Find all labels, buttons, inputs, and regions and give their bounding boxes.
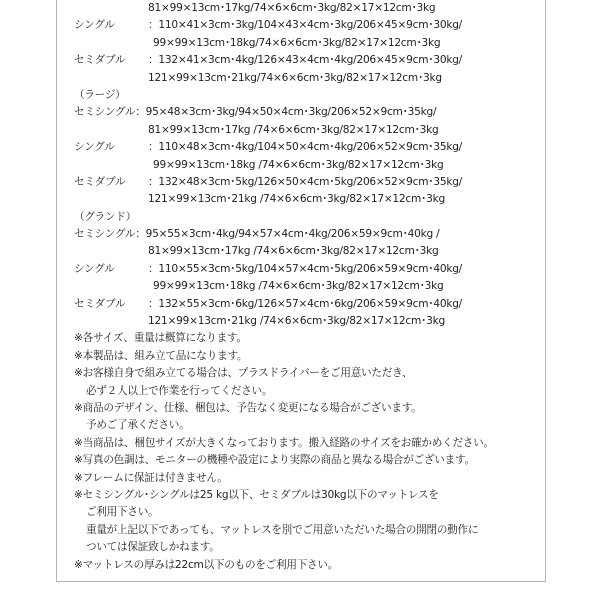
spec-row-semisingle [74,226,544,243]
size-label: セミダブル [74,297,126,310]
note-line: ※各サイズ、重量は概算になります。 [74,332,247,345]
spec-line: 81×99×13cm･17kg/74×6×6cm･3kg/82×17×12cm･3kg [148,2,436,14]
spec-line: 121×99×13cm･21kg /74×6×6cm･3kg/82×17×12cm･3kg [148,315,445,328]
size-label: シングル [74,262,115,275]
size-value: ：95×55×3cm･4kg/94×57×4cm･4kg/206×59×9cm･40kg / [135,228,440,241]
note-line: 予めご了承ください。 [86,419,190,432]
size-value: ：132×41×3cm･4kg/126×43×4cm･4kg/206×45×9cm･30kg/ [148,54,462,67]
spec-row-single [74,261,544,278]
spec-row-semisingle [74,104,544,121]
note-line: ご利用下さい。 [86,506,159,519]
spec-line: 81×99×13cm･17kg /74×6×6cm･3kg/82×17×12cm･3kg [148,123,439,136]
spec-line: 99×99×13cm･18kg /74×6×6cm･3kg/82×17×12cm･3kg [153,280,444,293]
spec-line: 99×99×13cm･18kg /74×6×6cm･3kg/82×17×12cm･3kg [153,158,444,171]
note-line: ついては保証致しかねます。 [86,541,220,554]
spec-row-semidouble [74,52,544,69]
spec-row-semidouble [74,296,544,313]
size-value: ：110×55×3cm･5kg/104×57×4cm･5kg/206×59×9cm･40kg/ [148,262,462,275]
note-line: ※セミシングル･シングルは25 kg以下、セミダブルは30kg以下のマットレスを [74,488,439,501]
section-heading-large: （ラージ） [74,88,126,101]
size-label: セミシングル [74,228,136,241]
note-line: ※当商品は、梱包サイズが大きくなっております。搬入経路のサイズをお確かめください。 [74,436,494,449]
note-line: ※商品のデザイン、仕様、梱包は、予告なく変更になる場合がございます。 [74,401,422,414]
spec-row-semidouble [74,174,544,191]
spec-line: 121×99×13cm･21kg/74×6×6cm･3kg/82×17×12cm･3kg [148,71,442,84]
note-line: ※マットレスの厚みは22cm以下のものをご利用下さい。 [74,558,339,571]
size-value: ：110×48×3cm･4kg/104×50×4cm･4kg/206×52×9cm･35kg/ [148,141,462,154]
spec-line: 81×99×13cm･17kg /74×6×6cm･3kg/82×17×12cm･3kg [148,245,439,258]
size-label: シングル [74,19,115,32]
note-line: ※写真の色調は、モニターの機種や設定により実際の商品と異なる場合がございます。 [74,454,475,467]
note-line: 重量が上記以下であっても、マットレスを別でご用意いただいた場合の開閉の動作に [86,523,479,536]
note-line: ※本製品は、組み立て品になります。 [74,349,248,362]
size-value: ：95×48×3cm･3kg/94×50×4cm･3kg/206×52×9cm･35kg/ [135,106,437,119]
spec-line: 99×99×13cm･18kg/74×6×6cm･3kg/82×17×12cm･3kg [153,36,441,49]
size-value: ：132×48×3cm･5kg/126×50×4cm･5kg/206×52×9cm･35kg/ [148,175,462,188]
section-heading-grand: （グランド） [74,210,137,223]
size-label: セミダブル [74,175,126,188]
spec-text-block [74,0,544,574]
note-line: ※フレームに保証は付きません。 [74,471,228,484]
note-line: 必ず２人以上で作業を行ってください。 [86,384,273,397]
spec-row-single [74,139,544,156]
note-line: ※お客様自身で組み立てる場合は、プラスドライバーをご用意いただき、 [74,367,413,380]
size-label: セミシングル [74,106,136,119]
spec-row-single [74,17,544,34]
size-label: シングル [74,141,115,154]
size-value: ：132×55×3cm･6kg/126×57×4cm･6kg/206×59×9cm･40kg/ [148,297,462,310]
size-value: ：110×41×3cm･3kg/104×43×4cm･3kg/206×45×9cm･30kg/ [148,19,462,32]
size-label: セミダブル [74,54,126,67]
spec-line: 121×99×13cm･21kg /74×6×6cm･3kg/82×17×12cm･3kg [148,193,445,206]
